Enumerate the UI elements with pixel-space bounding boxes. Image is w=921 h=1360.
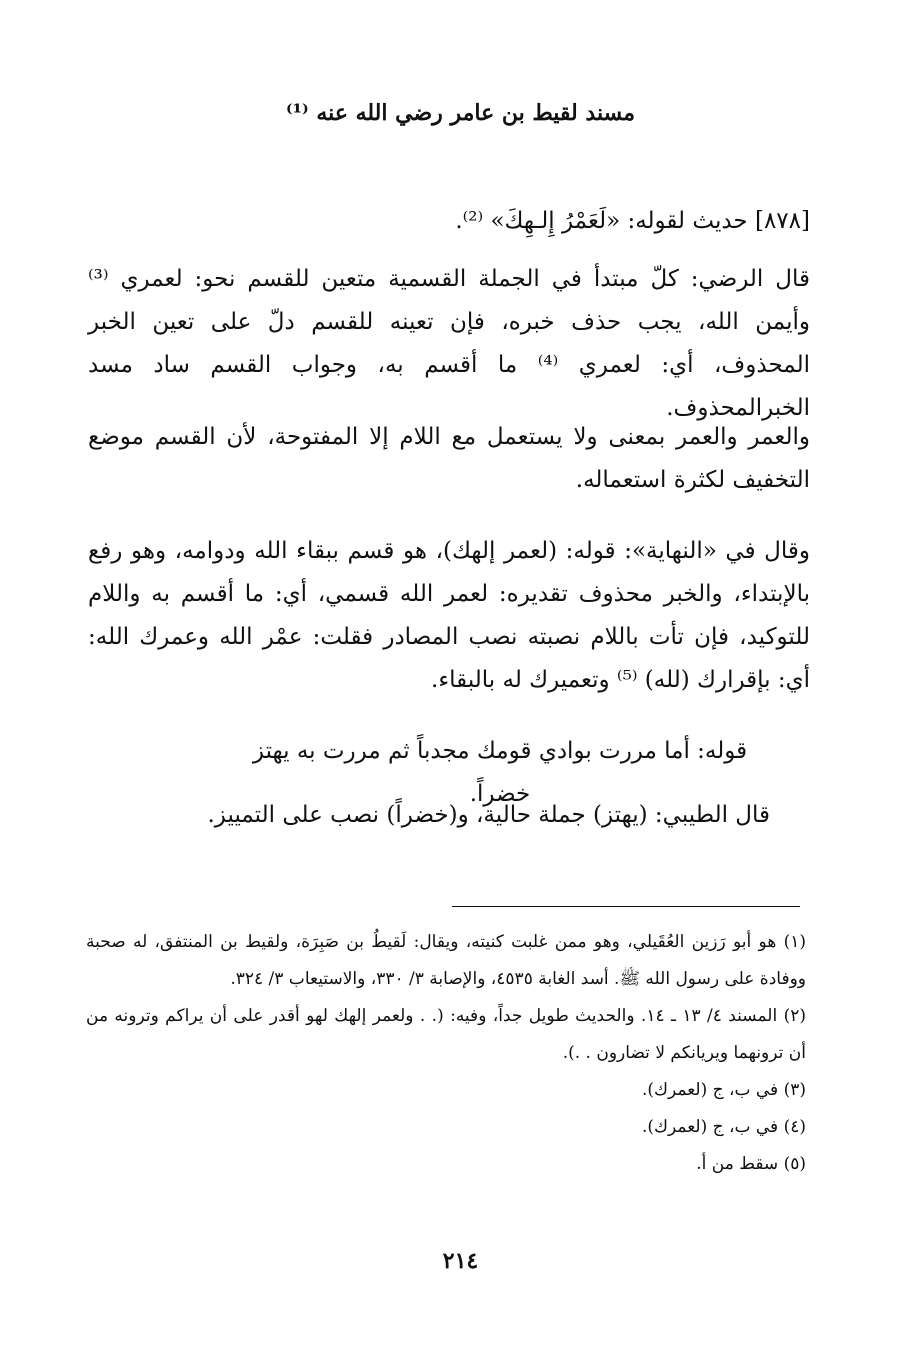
entry-heading-text: حديث لقوله: «لَعَمْرُ إِلـهِكَ» ⁽²⁾. (455, 208, 748, 234)
footnote-1: (١) هو أبو رَزين العُقَيلي، وهو ممن غلبت كنيته، ويقال: لَقيطُ بن صَبِرَة، ولقيط بن المنتفق، له صحبة ووفادة على رسول الله ﷺ. أسد الغابة ٤٥٣٥، والإصابة ٣/ ٣٣٠، والاستيعاب ٣/ ٣٢٤. (86, 932, 806, 989)
footnote-divider (452, 906, 800, 907)
paragraph-qawluhu: قوله: أما مررت بوادي قومك مجدباً ثم مررت به يهتز خضراً. (252, 738, 748, 807)
entry-number: [٨٧٨] (754, 208, 810, 234)
footnote-2: (٢) المسند ٤/ ١٣ ـ ١٤. والحديث طويل جداً، وفيه: (. . ولعمر إلهك لهو أقدر على أن يراكم وترونه من أن ترونهما ويريانكم لا تضارون . .). (86, 1006, 806, 1063)
footnote-4: (٤) في ب، ج (لعمرك). (641, 1117, 806, 1137)
paragraph-radi: قال الرضي: كلّ مبتدأ في الجملة القسمية متعين للقسم نحو: لعمري ⁽³⁾ وأيمن الله، يجب حذف خبره، فإن تعينه للقسم دلّ على تعين الخبر المحذوف، أي: لعمري ⁽⁴⁾ ما أقسم به، وجواب القسم ساد مسد الخبرالمحذوف. (88, 266, 810, 421)
paragraph-nihaya: وقال في «النهاية»: قوله: (لعمر إلهك)، هو قسم ببقاء الله ودوامه، وهو رفع بالإبتداء، والخبر محذوف تقديره: لعمر الله قسمي، أي: ما أقسم به واللام للتوكيد، فإن تأت باللام نصبته نصب المصادر فقلت: عمْر الله وعمرك الله: أي: بإقرارك (لله) ⁽⁵⁾ وتعميرك له بالبقاء. (88, 538, 810, 693)
paragraph-umr: والعمر والعمر بمعنى ولا يستعمل مع اللام إلا المفتوحة، لأن القسم موضع التخفيف لكثرة استعماله. (88, 424, 810, 493)
footnote-3: (٣) في ب، ج (لعمرك). (641, 1080, 806, 1100)
footnotes (86, 924, 806, 1183)
page-title: مسند لقيط بن عامر رضي الله عنه ⁽¹⁾ (285, 100, 636, 126)
paragraph-tibi: قال الطيبي: (يهتز) جملة حالية، و(خضراً) نصب على التمييز. (207, 802, 770, 828)
entry-heading (88, 200, 810, 243)
footnote-5: (٥) سقط من أ. (696, 1154, 806, 1174)
page-number: ٢١٤ (442, 1248, 479, 1274)
